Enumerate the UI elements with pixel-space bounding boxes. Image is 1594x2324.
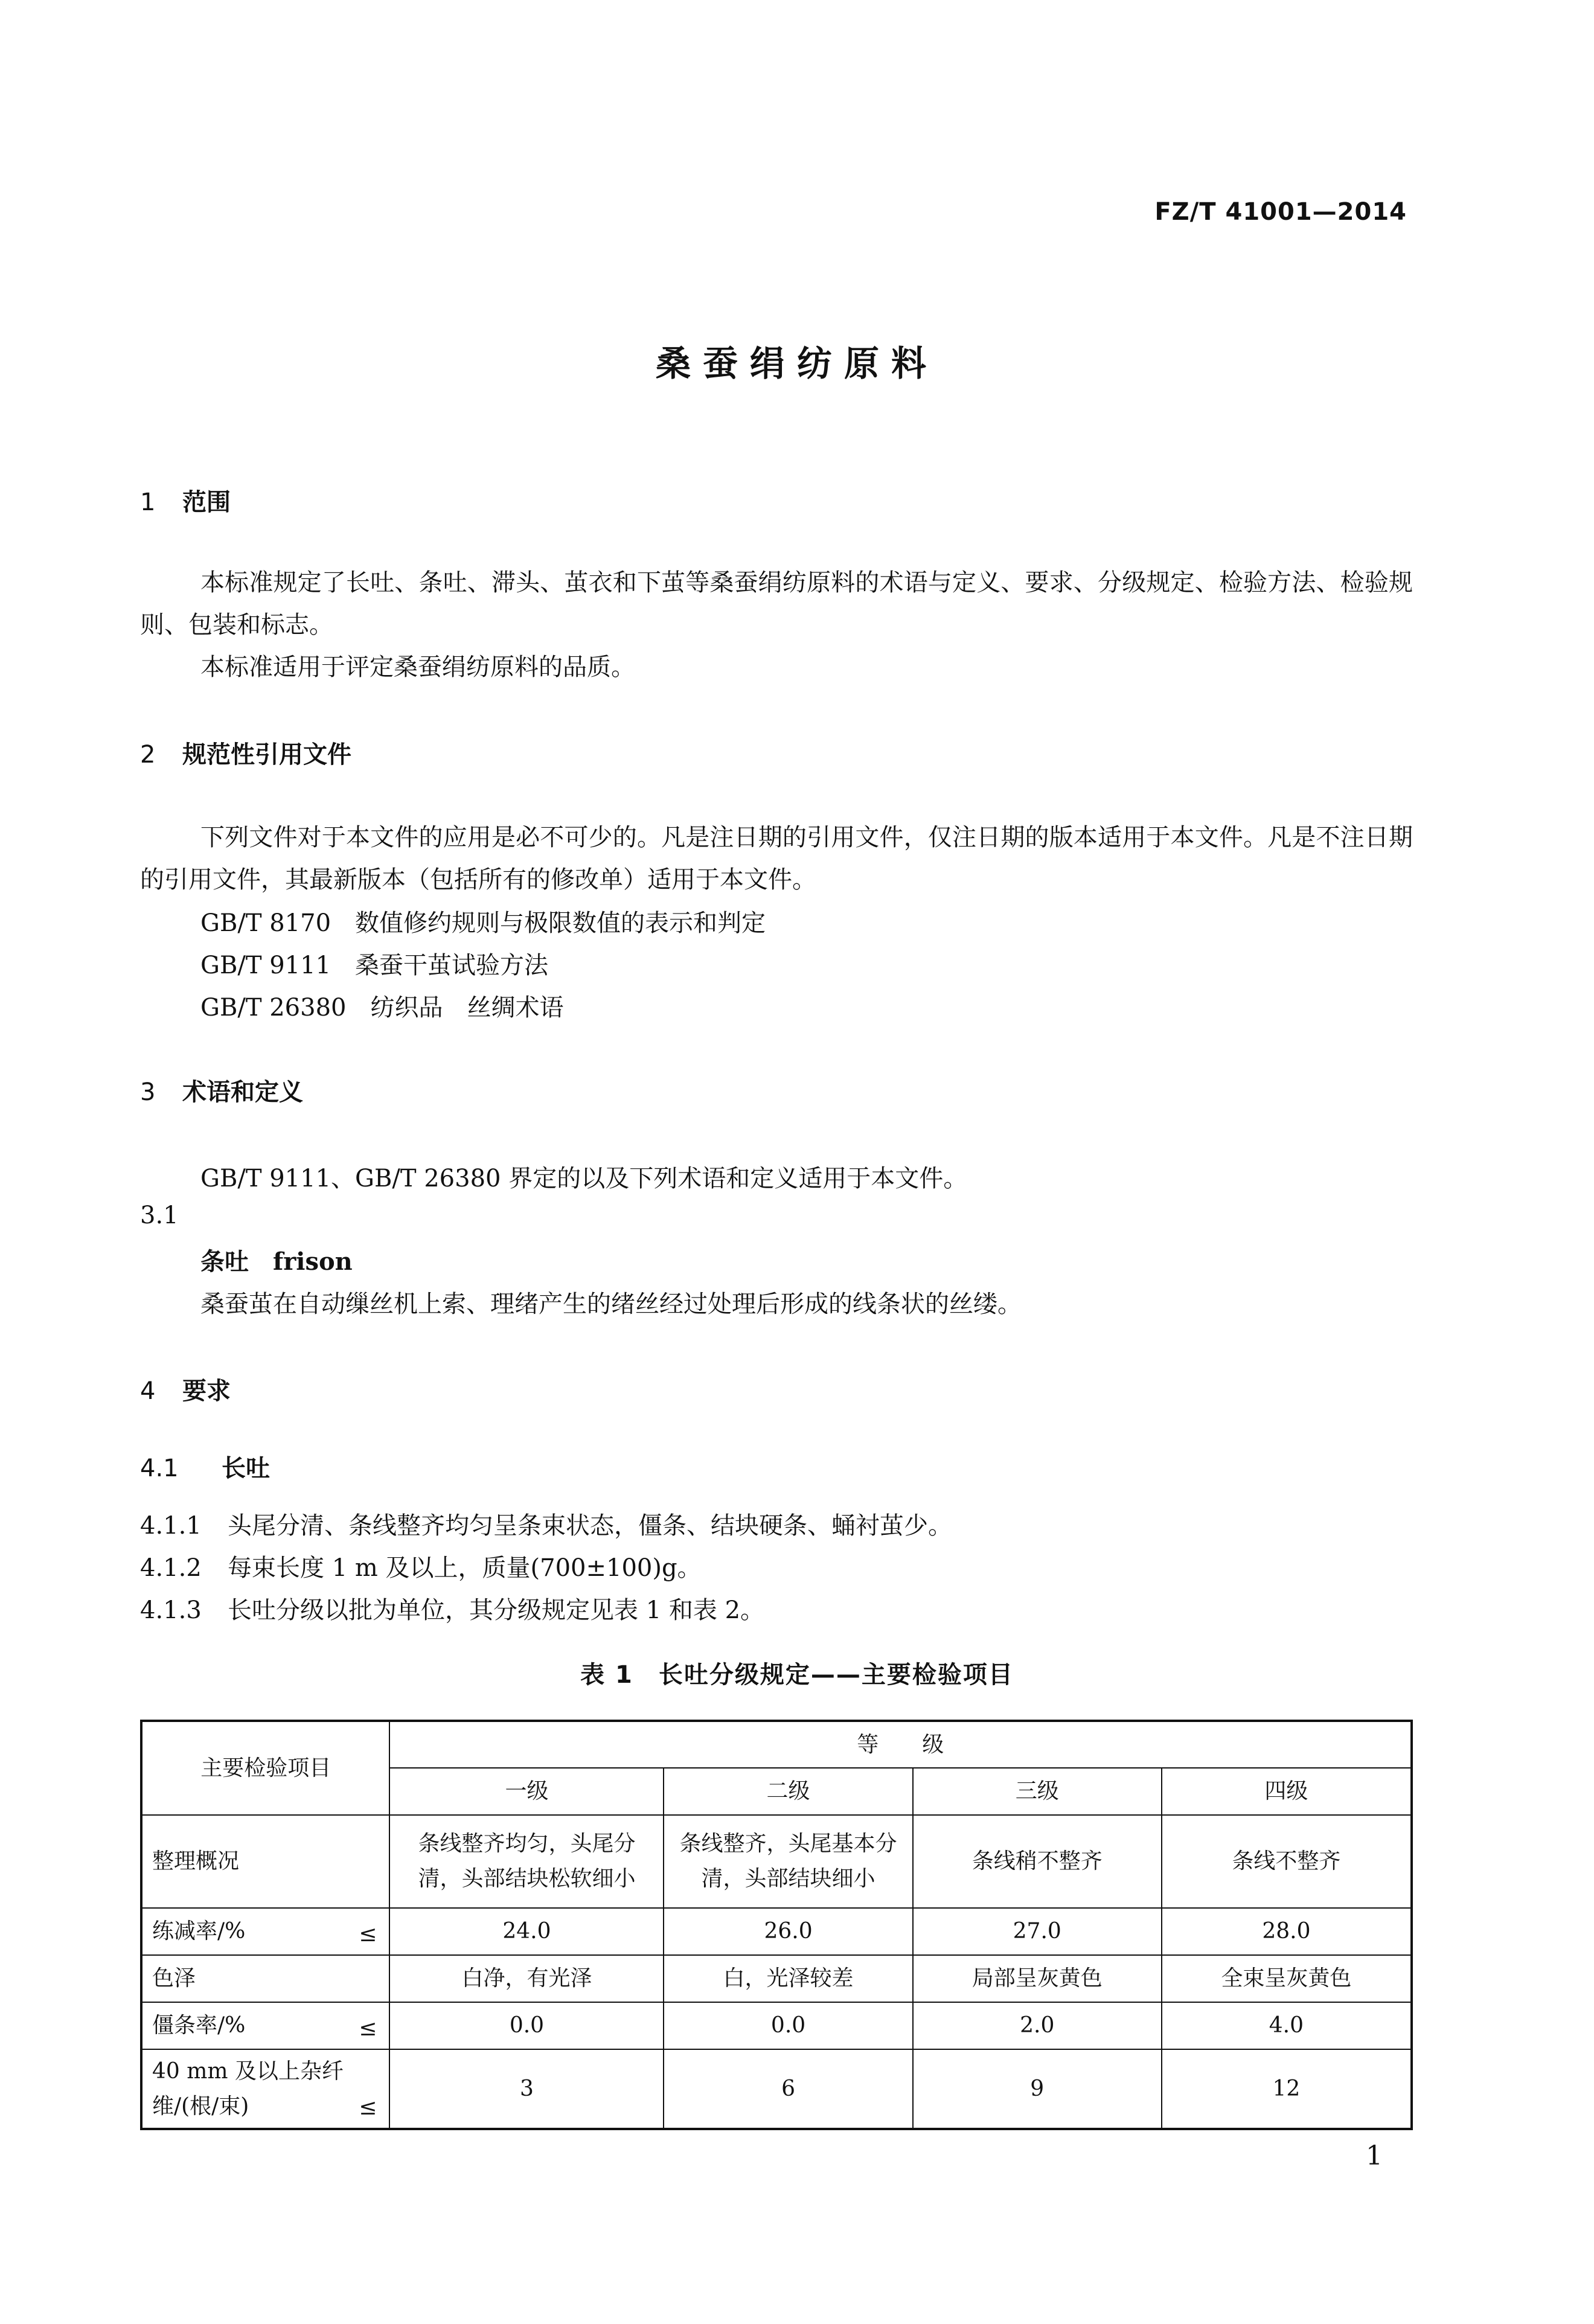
table-cell: 0.0 [664,2002,912,2049]
section-number: 1 [140,488,156,516]
term-definition: 桑蚕茧在自动缫丝机上索、理绪产生的绪丝经过处理后形成的线条状的丝缕。 [200,1290,1022,1318]
grade-header: 四级 [1162,1768,1412,1815]
row-label-text: 40 mm 及以上杂纤维/(根/束) [152,2058,344,2119]
table-cell: 全束呈灰黄色 [1162,1955,1412,2002]
section-title: 要求 [182,1377,231,1405]
section-3-heading [140,1073,303,1107]
subsection-4-1-heading [140,1449,270,1484]
table-cell: 2.0 [913,2002,1162,2049]
table-row [141,1955,1412,2002]
clause-item [140,1549,702,1583]
section-4-heading [140,1372,231,1406]
reference-item [200,988,563,1023]
section-number: 2 [140,741,156,769]
row-label [141,1908,389,1955]
table-cell: 9 [913,2049,1162,2129]
reference-title: 数值修约规则与极限数值的表示和判定 [355,909,766,937]
reference-item [200,946,548,981]
table-row [141,1815,1412,1908]
table-cell: 条线整齐，头尾基本分清，头部结块细小 [664,1815,912,1908]
section-number: 3 [140,1078,156,1106]
table-cell: 条线稍不整齐 [913,1815,1162,1908]
table-cell: 局部呈灰黄色 [913,1955,1162,2002]
table-cell: 白，光泽较差 [664,1955,912,2002]
table-cell: 条线不整齐 [1162,1815,1412,1908]
subsection-number: 4.1 [140,1455,179,1482]
less-equal-symbol: ≤ [359,2095,377,2120]
section-2-heading [140,735,351,770]
reference-title: 纺织品 丝绸术语 [370,994,564,1022]
less-equal-symbol: ≤ [359,2016,377,2041]
table-row [141,1908,1412,1955]
row-label [141,2002,389,2049]
section-title: 规范性引用文件 [182,741,351,769]
table-cell: 6 [664,2049,912,2129]
row-label-text: 僵条率/% [152,2013,246,2038]
section-1-paragraph-1: 本标准规定了长吐、条吐、滞头、茧衣和下茧等桑蚕绢纺原料的术语与定义、要求、分级规定、检验方法、检验规则、包装和标志。 [140,569,1413,639]
section-3-paragraph-1: GB/T 9111、GB/T 26380 界定的以及下列术语和定义适用于本文件。 [200,1165,968,1192]
section-1-paragraph-2: 本标准适用于评定桑蚕绢纺原料的品质。 [200,653,635,681]
section-1-heading [140,483,231,517]
table-cell: 12 [1162,2049,1412,2129]
document-code: FZ/T 41001—2014 [1154,198,1407,226]
row-label-text: 练减率/% [152,1919,246,1944]
grade-header: 二级 [664,1768,912,1815]
table-cell: 白净，有光泽 [389,1955,664,2002]
clause-item [140,1591,764,1625]
reference-code: GB/T 26380 [200,994,347,1022]
table-cell: 26.0 [664,1908,912,1955]
grading-table [140,1720,1413,2130]
section-2-paragraph-1: 下列文件对于本文件的应用是必不可少的。凡是注日期的引用文件，仅注日期的版本适用于本文件。凡是不注日期的引用文件，其最新版本（包括所有的修改单）适用于本文件。 [140,824,1413,894]
clause-number: 4.1.3 [140,1596,202,1624]
table-row [141,2002,1412,2049]
table-caption: 表 1 长吐分级规定——主要检验项目 [580,1661,1014,1689]
grade-header: 三级 [913,1768,1162,1815]
table-cell: 3 [389,2049,664,2129]
table-header-row [141,1721,1412,1768]
clause-text: 头尾分清、条线整齐均匀呈条束状态，僵条、结块硬条、蛹衬茧少。 [228,1512,952,1540]
grade-header: 一级 [389,1768,664,1815]
clause-number: 4.1.1 [140,1512,202,1540]
reference-code: GB/T 8170 [200,909,331,937]
table-cell: 0.0 [389,2002,664,2049]
page-number: 1 [1366,2140,1383,2171]
table-row [141,2049,1412,2129]
table-cell: 28.0 [1162,1908,1412,1955]
subsection-number: 3.1 [140,1202,179,1229]
clause-text: 长吐分级以批为单位，其分级规定见表 1 和表 2。 [228,1596,765,1624]
item-header: 主要检验项目 [141,1721,389,1815]
clause-number: 4.1.2 [140,1554,202,1582]
table-cell: 4.0 [1162,2002,1412,2049]
table-cell: 24.0 [389,1908,664,1955]
less-equal-symbol: ≤ [359,1922,377,1947]
row-label [141,2049,389,2129]
clause-item [140,1506,952,1541]
section-title: 术语和定义 [182,1078,303,1106]
grade-group-header: 等 级 [389,1721,1412,1768]
reference-title: 桑蚕干茧试验方法 [355,952,549,979]
clause-text: 每束长度 1 m 及以上，质量(700±100)g。 [228,1554,702,1582]
table-cell: 条线整齐均匀，头尾分清，头部结块松软细小 [389,1815,664,1908]
section-number: 4 [140,1377,156,1405]
section-title: 范围 [182,488,231,516]
document-title: 桑蚕绢纺原料 [655,343,938,384]
reference-code: GB/T 9111 [200,952,331,979]
term-entry: 条吐 frison [200,1247,353,1276]
table-cell: 27.0 [913,1908,1162,1955]
row-label: 整理概况 [141,1815,389,1908]
subsection-title: 长吐 [222,1455,270,1482]
reference-item [200,904,766,938]
row-label: 色泽 [141,1955,389,2002]
